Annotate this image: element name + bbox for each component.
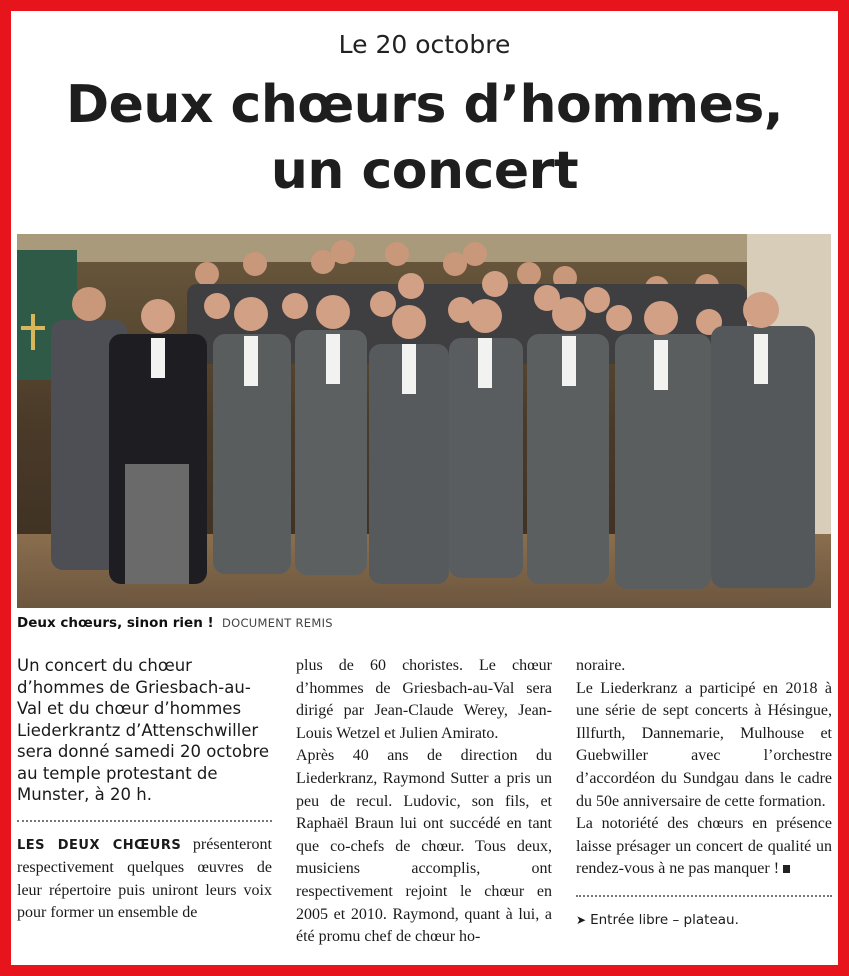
column-2 [296, 655, 552, 949]
column-1 [17, 655, 272, 925]
column-2-paragraph-2: Après 40 ans de direction du Liederkranz, Raymond Sutter a pris un peu de recul. Ludovic, son fils, et Raphaël Braun lui ont succédé en tant que co-chefs de chœur. Tous deux, musiciens accomplis, ont respectivement rejoint le chœur en 2005 et 2010. Raymond, quant à lui, a été promu chef de chœur ho- [296, 747, 552, 946]
caption-title: Deux chœurs, sinon rien ! [17, 615, 214, 631]
column-2-paragraph-1: plus de 60 choristes. Le chœur d’hommes de Griesbach-au-Val sera dirigé par Jean-Claude Werey, Jean-Louis Wetzel et Julien Amirato. [296, 657, 552, 742]
column-3-paragraph-1: Le Liederkranz a participé en 2018 à une série de sept concerts à Hésingue, Illfurth, Dannemarie, Mulhouse et Guebwiller avec l’orchestre d’accordéon du Sundgau dans le cadre du 50e anniversaire de cette formation. [576, 679, 832, 810]
column-3-closing-text: La notoriété des chœurs en présence laisse présager un concert de qualité un rendez-vous à ne pas manquer ! [576, 815, 832, 878]
photo-caption [17, 615, 831, 631]
column-1-body [17, 834, 272, 925]
arrow-icon: ➤ [576, 912, 587, 927]
section-subhead: LES DEUX CHŒURS [17, 837, 182, 853]
headline-line-1: Deux chœurs d’hommes, [65, 75, 784, 135]
headline-line-2: un concert [270, 141, 579, 201]
caption-credit: DOCUMENT REMIS [221, 616, 333, 630]
article-headline [0, 72, 849, 204]
column-1-text: présenteront respectivement quelques œuvres de leur répertoire puis uniront leurs voix pour former un ensemble de [17, 835, 272, 922]
lead-paragraph: Un concert du chœur d’hommes de Griesbach-au-Val et du chœur d’hommes Liederkrantz d’Attenschwiller sera donné samedi 20 octobre au temple protestant de Munster, à 20 h. [17, 656, 270, 804]
column-3 [576, 655, 832, 932]
admission-info [576, 909, 832, 932]
column-3-paragraph-0: noraire. [576, 657, 626, 674]
column-3-paragraph-2 [576, 813, 832, 881]
dotted-divider-2 [576, 895, 832, 897]
choir-photo-illustration [17, 234, 831, 608]
end-of-article-icon [783, 865, 790, 873]
article-kicker: Le 20 octobre [338, 30, 511, 59]
dotted-divider [17, 820, 272, 822]
choir-photo [17, 234, 831, 608]
admission-text: Entrée libre – plateau. [590, 911, 739, 928]
